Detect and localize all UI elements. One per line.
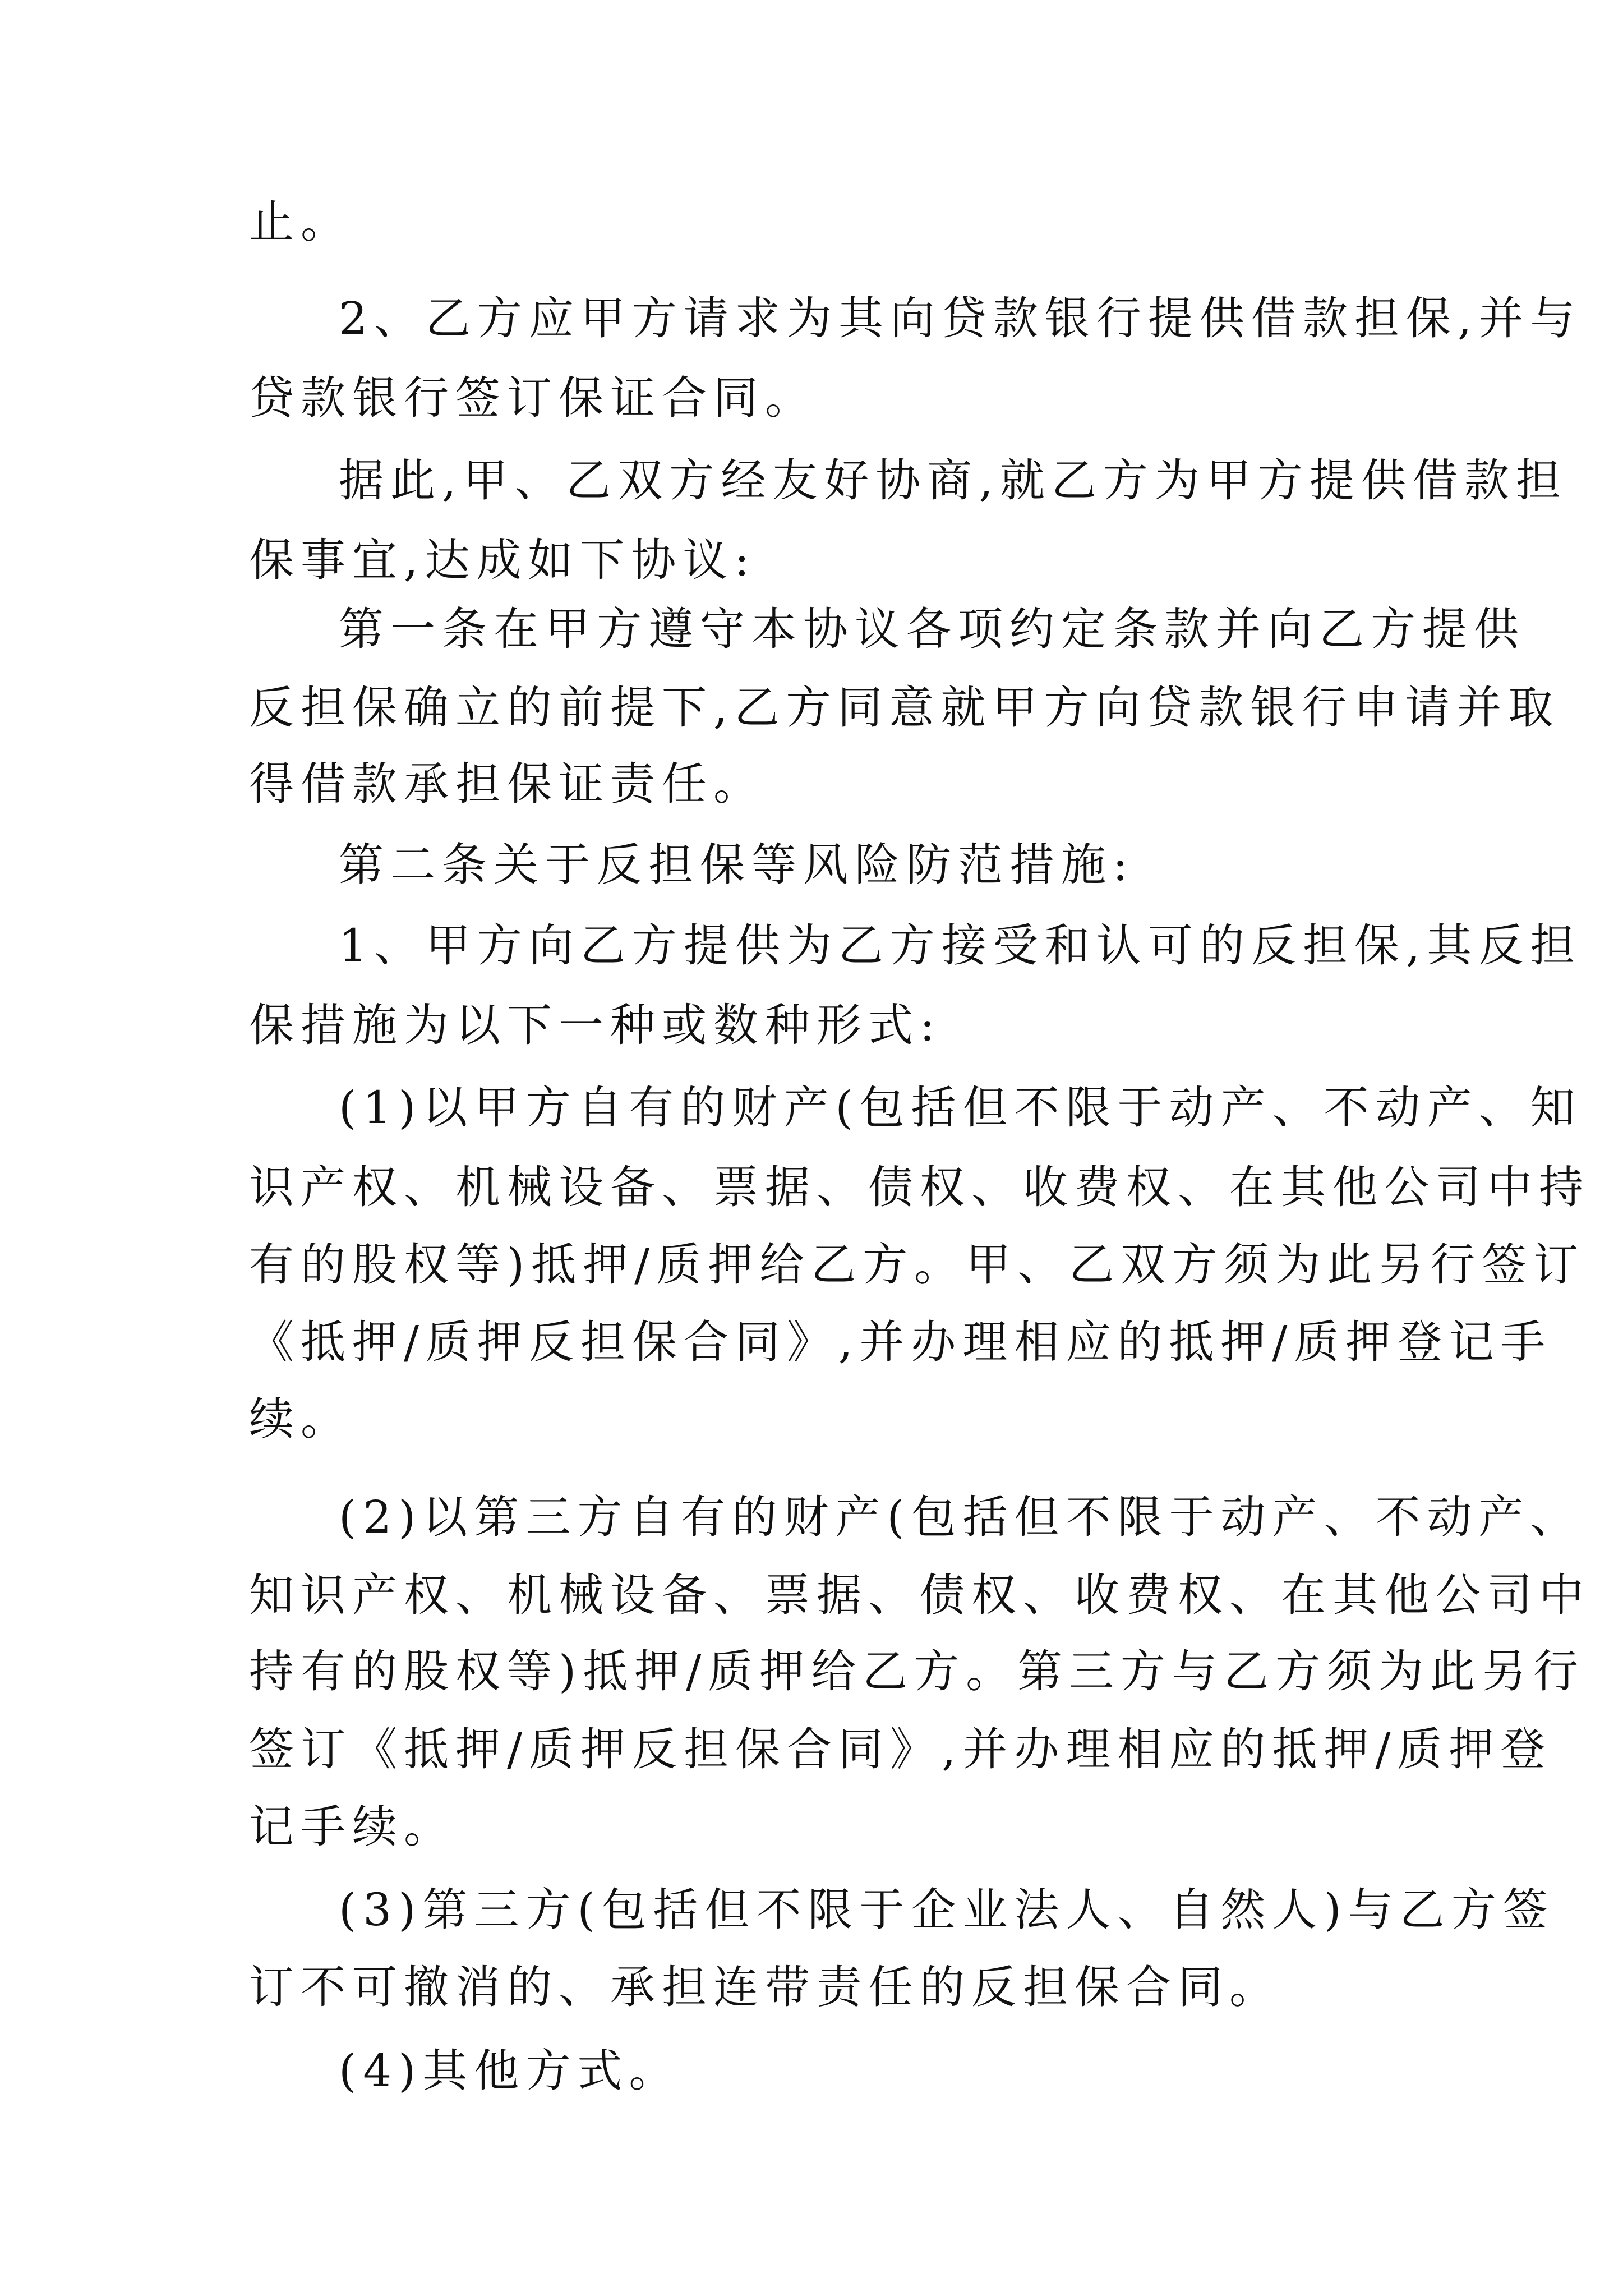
- text-line: 贷款银行签订保证合同。: [249, 372, 817, 424]
- text-line: 得借款承担保证责任。: [249, 758, 765, 810]
- text-line: 知识产权、机械设备、票据、债权、收费权、在其他公司中: [249, 1569, 1590, 1621]
- text-line: 止。: [249, 196, 352, 248]
- text-line: 持有的股权等)抵押/质押给乙方。第三方与乙方须为此另行: [249, 1645, 1585, 1697]
- text-line: 据此,甲、乙双方经友好协商,就乙方为甲方提供借款担: [339, 454, 1567, 507]
- text-line: 1、甲方向乙方提供为乙方接受和认可的反担保,其反担: [339, 919, 1582, 972]
- text-line: 保措施为以下一种或数种形式:: [249, 999, 942, 1051]
- text-line: (4)其他方式。: [339, 2045, 681, 2097]
- text-line: 记手续。: [249, 1801, 455, 1853]
- text-line: 第二条关于反担保等风险防范措施:: [339, 839, 1135, 891]
- text-line: 有的股权等)抵押/质押给乙方。甲、乙双方须为此另行签订: [249, 1239, 1585, 1291]
- text-line: 续。: [249, 1393, 352, 1445]
- text-line: (2)以第三方自有的财产(包括但不限于动产、不动产、: [339, 1491, 1582, 1543]
- text-line: 2、乙方应甲方请求为其向贷款银行提供借款担保,并与: [339, 292, 1582, 344]
- text-line: (3)第三方(包括但不限于企业法人、自然人)与乙方签: [339, 1884, 1555, 1936]
- text-line: (1)以甲方自有的财产(包括但不限于动产、不动产、知: [339, 1082, 1582, 1134]
- text-line: 反担保确立的前提下,乙方同意就甲方向贷款银行申请并取: [249, 682, 1560, 734]
- text-line: 第一条在甲方遵守本协议各项约定条款并向乙方提供: [339, 603, 1525, 655]
- text-line: 保事宜,达成如下协议:: [249, 534, 757, 586]
- text-line: 《抵押/质押反担保合同》,并办理相应的抵押/质押登记手: [249, 1316, 1552, 1368]
- text-line: 识产权、机械设备、票据、债权、收费权、在其他公司中持: [249, 1161, 1590, 1213]
- text-line: 订不可撤消的、承担连带责任的反担保合同。: [249, 1961, 1281, 2013]
- text-line: 签订《抵押/质押反担保合同》,并办理相应的抵押/质押登: [249, 1723, 1552, 1775]
